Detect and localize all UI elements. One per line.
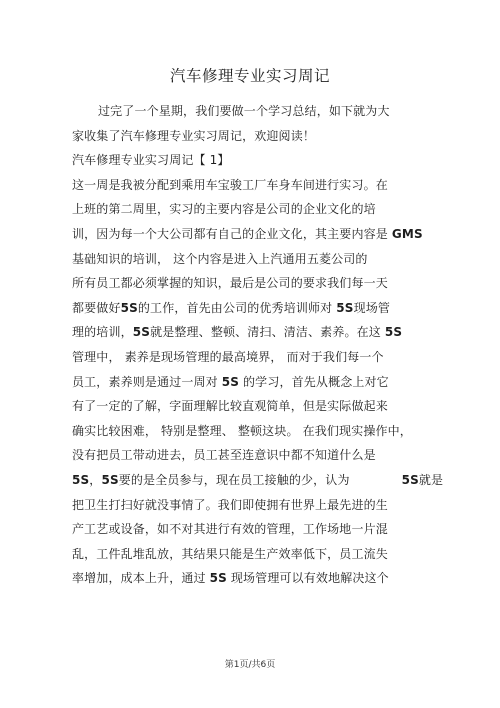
intro-line: 过完了一个星期，我们要做一个学习总结，如下就为大: [98, 104, 390, 118]
text-run: 就是: [418, 472, 444, 487]
paragraph-line: [72, 296, 422, 321]
text-run: 训，因为每一个大公司都有自己的企业文化，其主要内容是: [72, 226, 392, 241]
paragraph-line: [72, 370, 422, 395]
paragraph-line: 产工艺或设备，如不对其进行有效的管理，工作场地一片混: [72, 522, 388, 537]
page-number: 第1页/共6页: [224, 660, 276, 670]
text-run: 5S: [221, 374, 240, 389]
paragraph-line: 管理中， 素养是现场管理的最高境界， 而对于我们每一个: [72, 349, 384, 364]
paragraph-line: 上班的第二周里，实习的主要内容是公司的企业文化的培: [72, 202, 376, 217]
document-body: [72, 99, 444, 591]
text-run: 的学习，首先从概念上对它: [239, 374, 389, 389]
paragraph-line: 基础知识的培训， 这个内容是进入上汽通用五菱公司的: [72, 251, 368, 266]
text-run: 理的培训，: [72, 325, 133, 340]
text-run: 员工，素养则是通过一周对: [72, 374, 222, 389]
text-run: 5S: [72, 472, 90, 487]
paragraph-line: [72, 222, 422, 247]
text-run: 5S: [209, 571, 227, 586]
page-title: 汽车修理专业实习周记: [169, 67, 330, 85]
text-run: 5S: [401, 472, 419, 487]
text-run: 5S: [120, 300, 138, 315]
text-run: 5S: [384, 325, 403, 340]
text-run: ，: [89, 472, 102, 487]
paragraph-line: 没有把员工带动进去，员工甚至连意识中都不知道什么是: [72, 448, 376, 463]
paragraph-line: 有了一定的了解，字面理解比较直观简单，但是实际做起来: [72, 399, 388, 414]
paragraph-line: [72, 320, 422, 345]
paragraph-line: 确实比较困难， 特别是整理、 整顿这块。 在我们现实操作中，: [72, 423, 412, 438]
text-run: 5S: [132, 325, 151, 340]
text-run: 5S: [101, 472, 119, 487]
paragraph-line: 所有员工都必须掌握的知识，最后是公司的要求我们每一天: [72, 276, 388, 291]
intro-line: 家收集了汽车修理专业实习周记，欢迎阅读！: [72, 128, 316, 143]
paragraph-line: 乱，工件乱堆乱放，其结果只能是生产效率低下，员工流失: [72, 546, 388, 561]
text-run: 5S: [336, 300, 354, 315]
text-run: 现场管: [353, 300, 391, 315]
text-run: GMS: [391, 226, 423, 241]
text-run: 要的是全员参与，现在员工接触的少，认为: [118, 472, 350, 487]
text-run: 就是整理、整顿、清扫、清洁、素养。在这: [150, 325, 385, 340]
text-run: 率增加，成本上升，通过: [72, 571, 210, 586]
paragraph-line: [72, 468, 444, 493]
section-heading: 汽车修理专业实习周记【 1】: [72, 153, 230, 168]
paragraph-line: 把卫生打扫好就没事情了。我们即使拥有世界上最先进的生: [72, 497, 388, 512]
text-run: 的工作，首先由公司的优秀培训师对: [137, 300, 337, 315]
paragraph-line: 这一周是我被分配到乘用车宝骏工厂车身车间进行实习。在: [72, 177, 388, 192]
text-run: 现场管理可以有效地解决这个: [226, 571, 389, 586]
text-run: 都要做好: [72, 300, 121, 315]
paragraph-line: [72, 566, 422, 591]
